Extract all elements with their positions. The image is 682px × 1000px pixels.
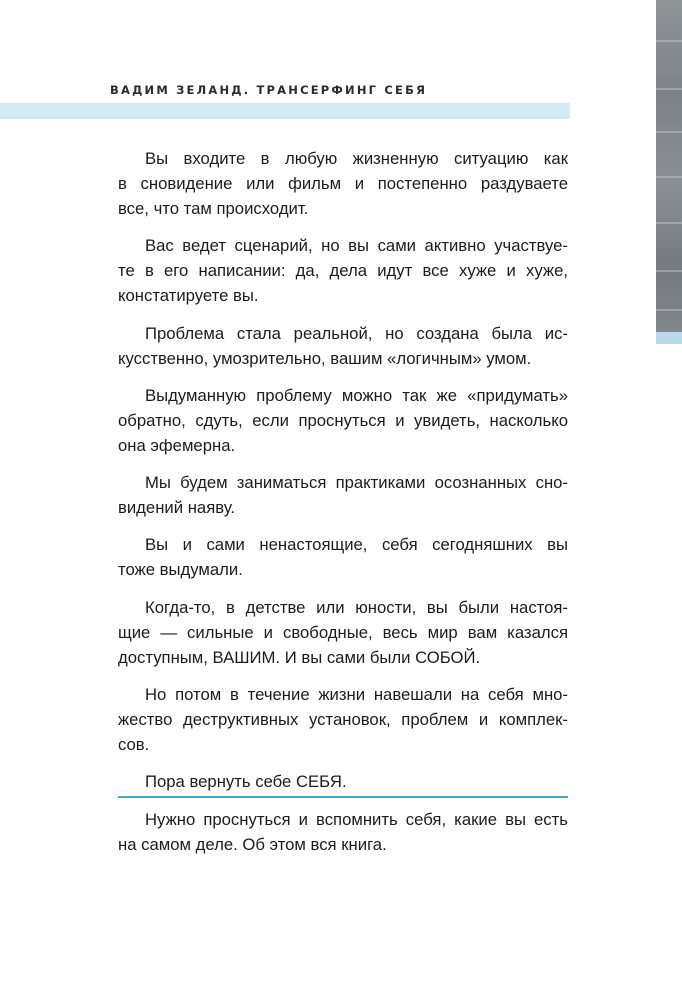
- text-line: щие — сильные и свободные, весь мир вам казался: [118, 622, 568, 642]
- text-line: сов.: [118, 735, 150, 755]
- text-line: видений наяву.: [118, 498, 236, 518]
- text-line: все, что там происходит.: [118, 199, 309, 218]
- text-line: на самом деле. Об этом вся книга.: [118, 834, 387, 854]
- text-line: Вы входите в любую жизненную ситуацию как: [145, 149, 568, 168]
- text-line: в сновидение или фильм и постепенно раздуваете: [118, 174, 568, 193]
- paragraph: [118, 146, 568, 221]
- text-line: обратно, сдуть, если проснуться и увидеть, насколько: [118, 410, 568, 430]
- text-line: Выдуманную проблему можно так же «придумать»: [145, 385, 568, 405]
- paragraph: [118, 595, 568, 670]
- paragraph: [118, 321, 568, 371]
- running-header: ВАДИМ ЗЕЛАНД. ТРАНСЕРФИНГ СЕБЯ: [110, 83, 428, 97]
- text-line: Проблема стала реальной, но создана была ис-: [145, 323, 568, 343]
- paragraph: [118, 233, 568, 308]
- body-text: [118, 146, 568, 869]
- paragraph: [118, 383, 568, 458]
- paragraph: [118, 807, 568, 857]
- text-line: Пора вернуть себе СЕБЯ.: [145, 772, 347, 792]
- text-line: те в его написании: да, дела идут все хуже и хуже,: [118, 261, 568, 281]
- text-line: кусственно, умозрительно, вашим «логичным» умом.: [118, 348, 532, 368]
- header-band: [0, 103, 570, 119]
- text-line: жество деструктивных установок, проблем и комплек-: [118, 710, 568, 730]
- paragraph: [118, 532, 568, 582]
- page-edge-strip: [656, 0, 682, 332]
- text-line: Мы будем заниматься практиками осознанных сно-: [145, 473, 568, 493]
- paragraph: [118, 769, 568, 794]
- text-line: констатируете вы.: [118, 286, 259, 306]
- text-line: тоже выдумали.: [118, 560, 243, 580]
- text-line: Когда-то, в детстве или юности, вы были настоя-: [145, 597, 568, 617]
- text-line: Но потом в течение жизни навешали на себя мно-: [145, 685, 568, 705]
- bottom-rule: [118, 796, 568, 798]
- text-line: Вы и сами ненастоящие, себя сегодняшних вы: [145, 535, 568, 555]
- text-line: Вас ведет сценарий, но вы сами активно участвуе-: [145, 236, 568, 256]
- text-line: Нужно проснуться и вспомнить себя, какие вы есть: [145, 809, 568, 829]
- paragraph: [118, 682, 568, 757]
- text-line: она эфемерна.: [118, 435, 236, 455]
- paragraph: [118, 470, 568, 520]
- page-edge-tab: [656, 332, 682, 344]
- text-line: доступным, ВАШИМ. И вы сами были СОБОЙ.: [118, 647, 481, 667]
